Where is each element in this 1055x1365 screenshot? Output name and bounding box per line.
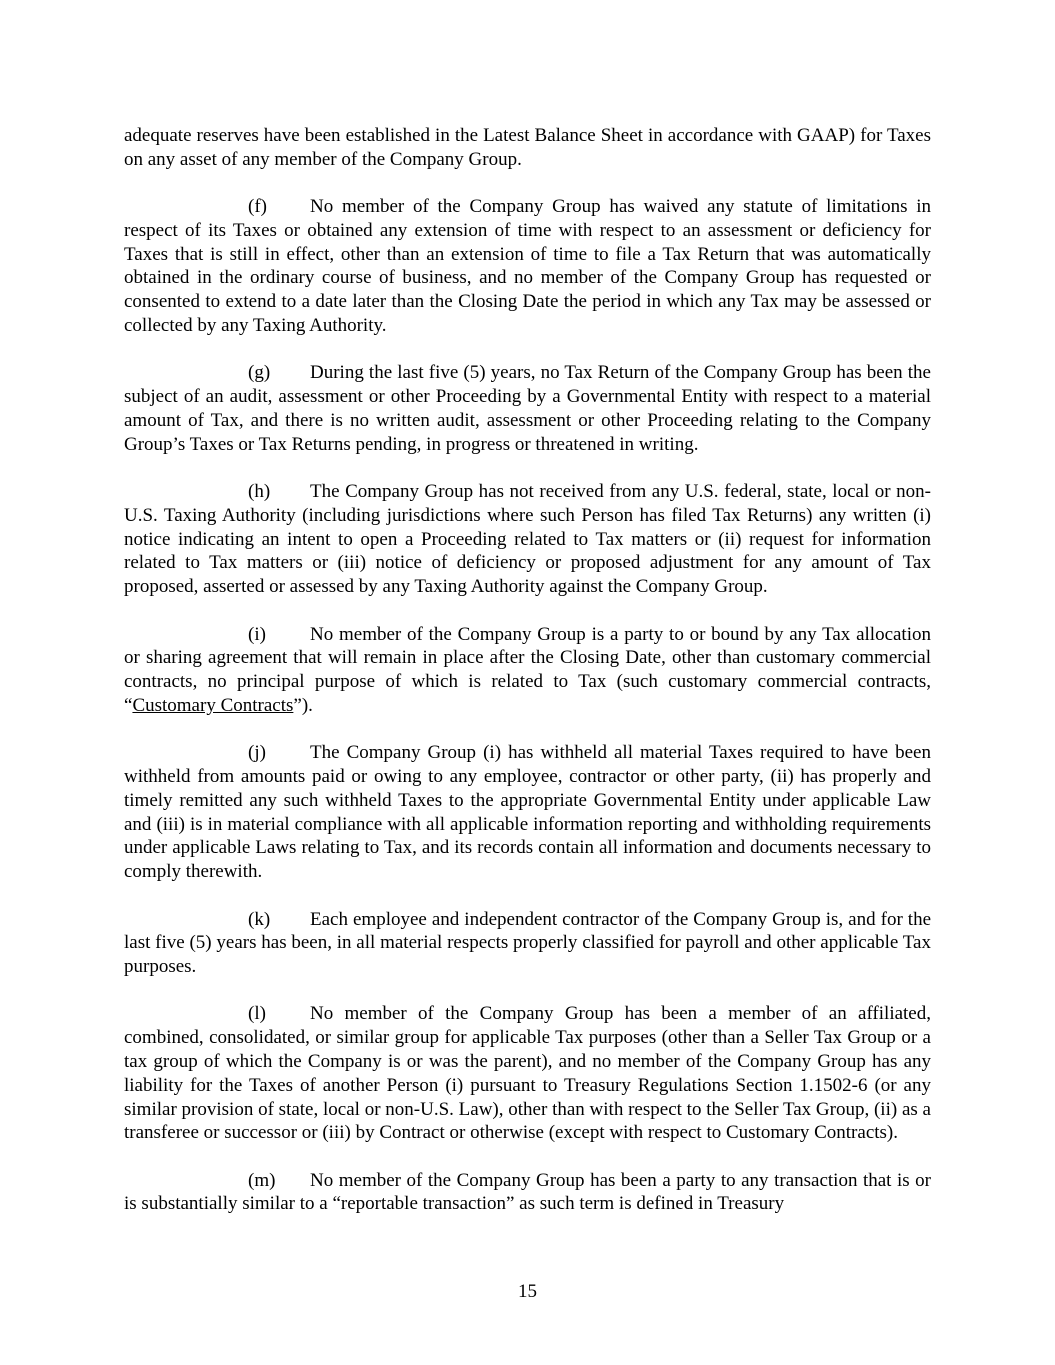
paragraph-text: No member of the Company Group has been a party to any transaction that is or is substantially similar to a “reportable transaction” as such term is defined in Treasury bbox=[124, 1169, 931, 1215]
page-number: 15 bbox=[518, 1281, 537, 1302]
paragraph-label: (k) bbox=[248, 908, 271, 930]
paragraph-label: (f) bbox=[248, 196, 267, 218]
paragraph-text: The Company Group (i) has withheld all material Taxes required to have been withheld from amounts paid or owing to any employee, contractor or other party, (ii) has properly and timely remitted any such withheld Taxes to the appropriate Governmental Entity under applicable Law and (iii) is in material compliance with all applicable information reporting and withholding requirements under applicable Laws relating to Tax, and its records contain all information and documents necessary to comply therewith. bbox=[124, 742, 931, 883]
paragraph-label: (i) bbox=[248, 623, 266, 645]
paragraph-label: (g) bbox=[248, 362, 271, 384]
paragraph-continuation bbox=[124, 124, 931, 172]
paragraph-text: No member of the Company Group is a party to or bound by any Tax allocation or sharing agreement that will remain in place after the Closing Date, other than customary commercial contracts, no principal purpose of which is related to Tax (such customary commercial contracts, “ bbox=[124, 623, 931, 716]
paragraph-label: (m) bbox=[248, 1169, 276, 1191]
paragraph-text: No member of the Company Group has been a member of an affiliated, combined, consolidated, or similar group for applicable Tax purposes (other than a Seller Tax Group or a tax group of which the Company is or was the parent), and no member of the Company Group has any liability for the Taxes of another Person (i) pursuant to Treasury Regulations Section 1.1502-6 (or any similar provision of state, local or non-U.S. Law), other than with respect to the Seller Tax Group, (ii) as a transferee or successor or (iii) by Contract or otherwise (except with respect to Customary Contracts). bbox=[124, 1003, 931, 1144]
paragraph-text: adequate reserves have been established in the Latest Balance Sheet in accordance with GAAP) for Taxes on any asset of any member of the Company Group. bbox=[124, 125, 931, 170]
paragraph-i bbox=[124, 623, 931, 718]
paragraph-l bbox=[124, 1002, 931, 1145]
paragraph-g bbox=[124, 361, 931, 456]
paragraph-f bbox=[124, 195, 931, 338]
document-page bbox=[124, 124, 931, 1240]
paragraph-text: During the last five (5) years, no Tax Return of the Company Group has been the subject of an audit, assessment or other Proceeding by a Governmental Entity with respect to a material amount of Tax, and there is no written audit, assessment or other Proceeding relating to the Company Group’s Taxes or Tax Returns pending, in progress or threatened in writing. bbox=[124, 362, 931, 455]
paragraph-h bbox=[124, 480, 931, 599]
paragraph-label: (h) bbox=[248, 481, 271, 503]
paragraph-text-end: ”). bbox=[293, 694, 313, 716]
paragraph-text: No member of the Company Group has waived any statute of limitations in respect of its Taxes or obtained any extension of time with respect to an assessment or deficiency for Taxes that is still in effect, other than an extension of time to file a Tax Return that was automatically obtained in the ordinary course of business, and no member of the Company Group has requested or consented to extend to a date later than the Closing Date the period in which any Tax may be assessed or collected by any Taxing Authority. bbox=[124, 196, 931, 337]
paragraph-text: Each employee and independent contractor of the Company Group is, and for the last five (5) years has been, in all material respects properly classified for payroll and other applicable Tax purposes. bbox=[124, 908, 931, 978]
paragraph-text: The Company Group has not received from any U.S. federal, state, local or non-U.S. Taxing Authority (including jurisdictions where such Person has filed Tax Returns) any written (i) notice indicating an intent to open a Proceeding related to Tax matters or (ii) request for information related to Tax matters or (iii) notice of deficiency or proposed adjustment for any amount of Tax proposed, asserted or assessed by any Taxing Authority against the Company Group. bbox=[124, 481, 931, 598]
paragraph-m bbox=[124, 1169, 931, 1217]
defined-term: Customary Contracts bbox=[132, 694, 294, 716]
paragraph-k bbox=[124, 908, 931, 979]
paragraph-label: (l) bbox=[248, 1003, 266, 1025]
paragraph-j bbox=[124, 741, 931, 884]
paragraph-label: (j) bbox=[248, 742, 266, 764]
